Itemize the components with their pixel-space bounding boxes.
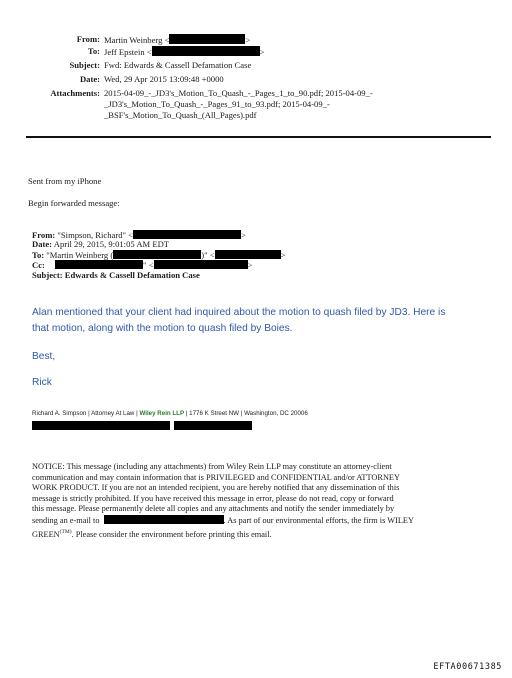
begin-forwarded-line: Begin forwarded message: — [28, 198, 120, 208]
notice-line — [32, 515, 482, 527]
bates-number: EFTA00671385 — [433, 662, 502, 672]
header-to-value: Jeff Epstein < — [104, 47, 152, 57]
header-from-label: From: — [76, 34, 100, 44]
message-closing: Best, — [32, 351, 56, 362]
notice-environment: . Please consider the environment before printing this email. — [71, 529, 272, 539]
confidentiality-notice — [32, 462, 482, 540]
message-line: that motion, along with the motion to quash filed by Boies. — [32, 322, 293, 334]
fwd-cc-row — [32, 260, 252, 270]
fwd-subject-row — [32, 271, 200, 280]
fwd-from-value: "Simpson, Richard" < — [57, 230, 133, 240]
attachment-line: 2015-04-09_-_JD3's_Motion_To_Quash_-_Pages_1_to_90.pdf; 2015-04-09_- — [104, 88, 373, 98]
fwd-date-label: Date: — [32, 239, 53, 249]
redaction-box — [152, 46, 260, 56]
separator: | — [184, 410, 190, 417]
signature-name: Richard A. Simpson — [32, 410, 87, 417]
redaction-box — [55, 260, 143, 269]
header-date-value: Wed, 29 Apr 2015 13:09:48 +0000 — [104, 74, 224, 84]
notice-line: message is strictly prohibited. If you have received this message in error, please do not read, copy or forward — [32, 493, 394, 503]
fwd-cc-mid: " < — [143, 260, 154, 270]
header-attachments-label: Attachments: — [50, 88, 100, 98]
header-divider — [26, 136, 491, 138]
separator: | — [86, 410, 92, 417]
header-subject-label: Subject: — [69, 60, 100, 70]
fwd-subject-value: Edwards & Cassell Defamation Case — [64, 270, 200, 280]
bracket: > — [259, 47, 265, 57]
signature-city: Washington, DC 20006 — [244, 410, 308, 417]
bracket: > — [245, 35, 251, 45]
message-body — [32, 305, 445, 336]
notice-email-suffix: . As part of our environmental efforts, the firm is WILEY — [223, 515, 414, 525]
fwd-to-label: To: — [32, 250, 45, 260]
separator: | — [134, 410, 140, 417]
bracket: > — [280, 250, 286, 260]
redaction-box — [154, 260, 248, 269]
trademark: (TM) — [59, 528, 72, 535]
attachment-line: _JD3's_Motion_To_Quash_-_Pages_91_to_93.pdf; 2015-04-09_- — [104, 99, 330, 109]
fwd-date-row — [32, 240, 169, 249]
bracket: > — [241, 230, 246, 240]
fwd-cc-label: Cc: — [32, 260, 45, 270]
fwd-to-value: "Martin Weinberg ( — [46, 250, 114, 260]
notice-line: WORK PRODUCT. If you are not an intended recipient, you are hereby notified that any dissemination of this — [32, 483, 400, 493]
redaction-box — [32, 421, 170, 430]
redaction-box — [133, 230, 241, 239]
notice-email-prefix: sending an e-mail to — [32, 515, 100, 525]
signature-line — [32, 410, 308, 417]
redaction-box — [104, 515, 224, 524]
signature-firm: Wiley Rein LLP — [139, 410, 185, 417]
redaction-box — [215, 250, 281, 259]
fwd-subject-label: Subject: — [32, 270, 63, 280]
fwd-date-value: April 29, 2015, 9:01:05 AM EDT — [53, 239, 170, 249]
message-signoff: Rick — [32, 377, 52, 388]
bracket: > — [247, 260, 253, 270]
header-date-label: Date: — [79, 74, 100, 84]
redaction-box — [169, 34, 245, 44]
notice-line: NOTICE: This message (including any attachments) from Wiley Rein LLP may constitute an attorney-client — [32, 462, 392, 471]
header-from-value: Martin Weinberg < — [104, 35, 170, 45]
fwd-to-row — [32, 250, 285, 260]
notice-green: GREEN — [32, 529, 60, 539]
redaction-box — [174, 421, 252, 430]
redaction-box — [113, 250, 201, 259]
header-subject-value: Fwd: Edwards & Cassell Defamation Case — [104, 60, 252, 70]
notice-line — [32, 527, 482, 540]
notice-line: this message. Please permanently delete all copies and any attachments and notify the sender immediately by — [32, 504, 395, 514]
message-line: Alan mentioned that your client had inquired about the motion to quash filed by JD3. Here is — [32, 307, 446, 318]
fwd-from-label: From: — [32, 230, 56, 240]
notice-line: communication and may contain information that is PRIVILEGED and CONFIDENTIAL and/or ATTORNEY — [32, 472, 400, 482]
signature-title: Attorney At Law — [91, 410, 135, 417]
sent-from-line: Sent from my iPhone — [28, 176, 102, 186]
header-to-label: To: — [87, 46, 100, 56]
signature-address: 1776 K Street NW — [189, 410, 240, 417]
fwd-to-mid: )" < — [201, 250, 215, 260]
separator: | — [239, 410, 245, 417]
attachment-line: _BSF's_Motion_To_Quash_(All_Pages).pdf — [104, 110, 257, 120]
